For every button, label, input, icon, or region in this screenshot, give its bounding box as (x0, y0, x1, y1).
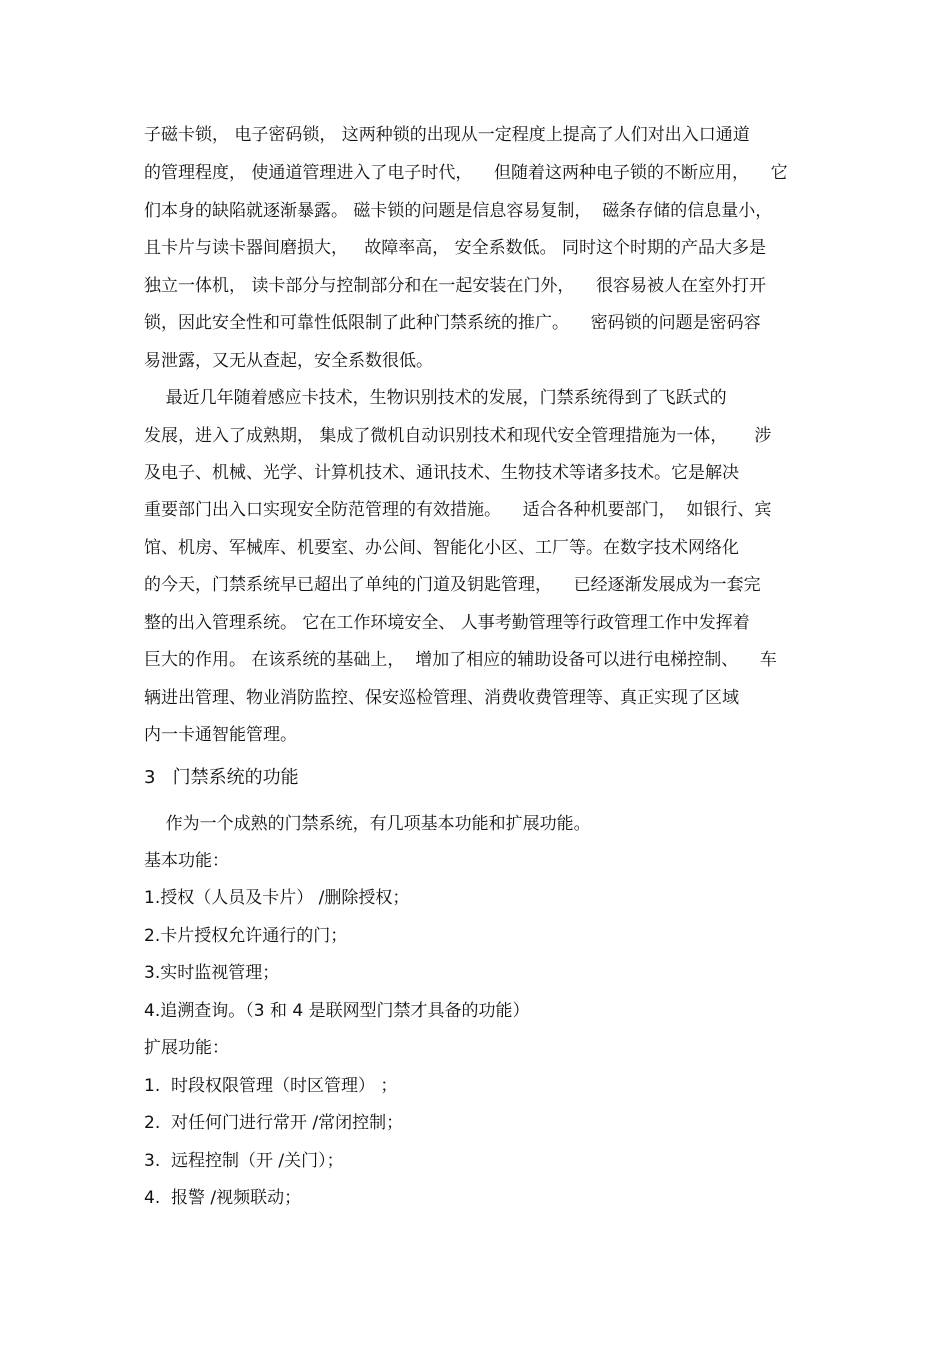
basic-functions-label: 基本功能： (144, 851, 229, 871)
extended-function-item: 3. 远程控制（开 /关门）； (144, 1151, 344, 1171)
paragraph2-line: 内一卡通智能管理。 (144, 725, 297, 745)
paragraph2-line: 最近几年随着感应卡技术，生物识别技术的发展，门禁系统得到了飞跃式的 (144, 388, 727, 408)
paragraph2-line: 发展，进入了成熟期， 集成了微机自动识别技术和现代安全管理措施为一体， 涉 (144, 426, 772, 446)
extended-function-item: 1. 时段权限管理（时区管理） ； (144, 1076, 398, 1096)
paragraph1-line: 锁，因此安全性和可靠性低限制了此种门禁系统的推广。 密码锁的问题是密码容 (144, 313, 761, 333)
paragraph2-line: 及电子、机械、光学、计算机技术、通讯技术、生物技术等诸多技术。它是解决 (144, 463, 739, 483)
paragraph1-line: 的管理程度， 使通道管理进入了电子时代， 但随着这两种电子锁的不断应用， 它 (144, 163, 788, 183)
paragraph1-line: 独立一体机， 读卡部分与控制部分和在一起安装在门外， 很容易被人在室外打开 (144, 276, 767, 296)
paragraph1-line: 子磁卡锁， 电子密码锁， 这两种锁的出现从一定程度上提高了人们对出入口通道 (144, 125, 750, 145)
paragraph2-line: 巨大的作用。 在该系统的基础上， 增加了相应的辅助设备可以进行电梯控制、 车 (144, 650, 777, 670)
basic-function-item: 2.卡片授权允许通行的门； (144, 926, 348, 946)
basic-function-item: 4.追溯查询。（3 和 4 是联网型门禁才具备的功能） (144, 1001, 530, 1021)
paragraph2-line: 整的出入管理系统。 它在工作环境安全、 人事考勤管理等行政管理工作中发挥着 (144, 613, 750, 633)
paragraph2-line: 馆、机房、军械库、机要室、办公间、智能化小区、工厂等。在数字技术网络化 (144, 538, 739, 558)
section-heading: 3 门禁系统的功能 (144, 767, 299, 788)
section-intro: 作为一个成熟的门禁系统，有几项基本功能和扩展功能。 (144, 814, 591, 834)
paragraph2-line: 重要部门出入口实现安全防范管理的有效措施。 适合各种机要部门， 如银行、宾 (144, 500, 772, 520)
paragraph1-line: 且卡片与读卡器间磨损大， 故障率高， 安全系数低。 同时这个时期的产品大多是 (144, 238, 767, 258)
paragraph1-line: 们本身的缺陷就逐渐暴露。 磁卡锁的问题是信息容易复制， 磁条存储的信息量小， (144, 201, 773, 221)
basic-function-item: 1.授权（人员及卡片） /删除授权； (144, 888, 410, 908)
extended-functions-label: 扩展功能： (144, 1038, 229, 1058)
extended-function-item: 2. 对任何门进行常开 /常闭控制； (144, 1113, 404, 1133)
paragraph2-line: 辆进出管理、物业消防监控、保安巡检管理、消费收费管理等、真正实现了区域 (144, 688, 739, 708)
paragraph2-line: 的今天，门禁系统早已超出了单纯的门道及钥匙管理， 已经逐渐发展成为一套完 (144, 575, 761, 595)
paragraph1-line: 易泄露，又无从查起，安全系数很低。 (144, 351, 433, 371)
basic-function-item: 3.实时监视管理； (144, 963, 280, 983)
extended-function-item: 4. 报警 /视频联动； (144, 1188, 302, 1208)
